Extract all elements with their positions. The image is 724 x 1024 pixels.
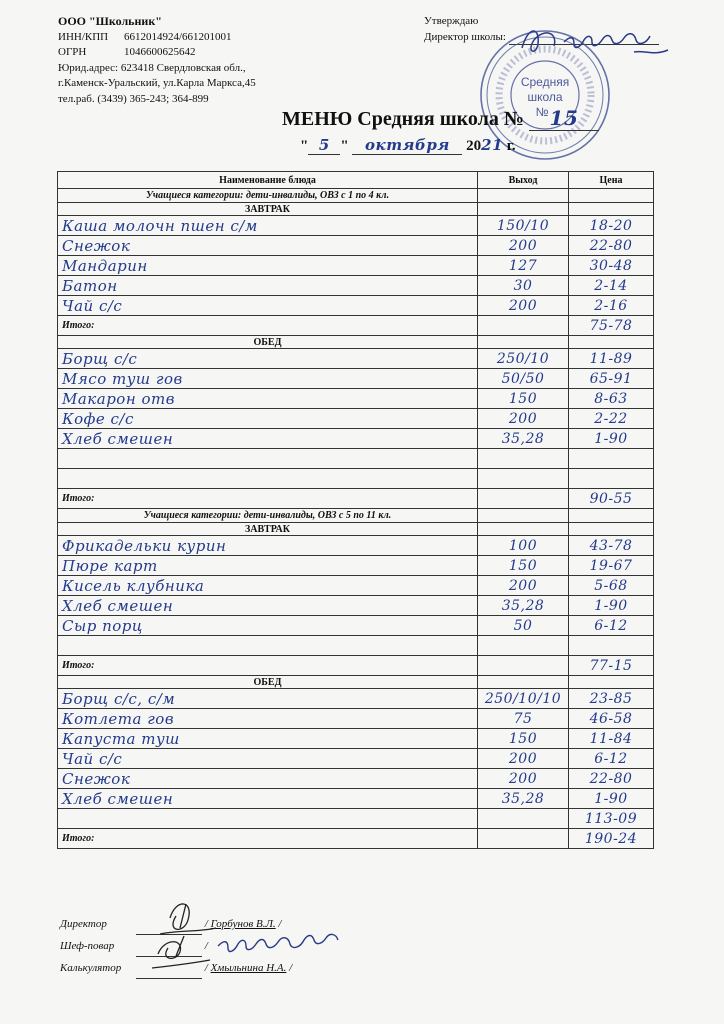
total-label: Итого: bbox=[58, 316, 478, 336]
dish-name: Хлеб смешен bbox=[58, 789, 478, 809]
dish-price: 1-90 bbox=[569, 789, 654, 809]
dish-price: 43-78 bbox=[569, 536, 654, 556]
menu-item-row bbox=[58, 349, 654, 369]
total-row bbox=[58, 656, 654, 676]
signatures-footer: Директор / Горбунов В.Л. / Шеф-повар / Калькулятор / Хмыльнина Н.А. / bbox=[60, 913, 292, 979]
dish-name: Хлеб смешен bbox=[58, 596, 478, 616]
dish-price: 2-14 bbox=[569, 276, 654, 296]
dish-name: Хлеб смешен bbox=[58, 429, 478, 449]
stamp-line-3: № bbox=[535, 105, 549, 119]
dish-output: 250/10 bbox=[478, 349, 569, 369]
dish-price: 6-12 bbox=[569, 749, 654, 769]
menu-item-row bbox=[58, 729, 654, 749]
dish-output: 200 bbox=[478, 576, 569, 596]
dish-output: 200 bbox=[478, 769, 569, 789]
menu-item-row bbox=[58, 576, 654, 596]
category-label: Учащиеся категории: дети-инвалиды, ОВЗ с 5 по 11 кл. bbox=[58, 509, 478, 523]
menu-item-row bbox=[58, 256, 654, 276]
extra-row bbox=[58, 809, 654, 829]
dish-price: 22-80 bbox=[569, 236, 654, 256]
dish-output: 30 bbox=[478, 276, 569, 296]
menu-item-row bbox=[58, 616, 654, 636]
menu-item-row bbox=[58, 709, 654, 729]
blank-row bbox=[58, 636, 654, 656]
dish-name: Борщ с/с, с/м bbox=[58, 689, 478, 709]
footer-calc-name: Хмыльнина Н.А. bbox=[210, 962, 287, 974]
dish-price: 5-68 bbox=[569, 576, 654, 596]
dish-name: Котлета гов bbox=[58, 709, 478, 729]
dish-output: 50/50 bbox=[478, 369, 569, 389]
dish-output: 150 bbox=[478, 389, 569, 409]
dish-name: Кисель клубника bbox=[58, 576, 478, 596]
dish-price: 19-67 bbox=[569, 556, 654, 576]
menu-item-row bbox=[58, 236, 654, 256]
date-year-suffix: 21 bbox=[481, 136, 504, 154]
dish-output: 150/10 bbox=[478, 216, 569, 236]
total-value: 190-24 bbox=[569, 829, 654, 849]
dish-name: Чай с/с bbox=[58, 749, 478, 769]
ogrn-label: ОГРН bbox=[58, 46, 87, 58]
menu-item-row bbox=[58, 296, 654, 316]
dish-price: 2-16 bbox=[569, 296, 654, 316]
meal-title: ОБЕД bbox=[58, 676, 478, 689]
dish-output: 200 bbox=[478, 749, 569, 769]
stamp-line-2: школа bbox=[527, 90, 563, 104]
blank-row bbox=[58, 449, 654, 469]
total-label: Итого: bbox=[58, 489, 478, 509]
dish-price: 11-84 bbox=[569, 729, 654, 749]
dish-output: 75 bbox=[478, 709, 569, 729]
dish-name: Сыр порц bbox=[58, 616, 478, 636]
menu-item-row bbox=[58, 789, 654, 809]
total-value: 90-55 bbox=[569, 489, 654, 509]
dish-price: 22-80 bbox=[569, 769, 654, 789]
dish-output: 35,28 bbox=[478, 429, 569, 449]
date-quote-open: " bbox=[300, 138, 309, 154]
date-day: 5 bbox=[308, 136, 340, 155]
category-row bbox=[58, 509, 654, 523]
footer-calc-label: Калькулятор bbox=[60, 962, 122, 974]
dish-price: 6-12 bbox=[569, 616, 654, 636]
page-title bbox=[282, 106, 599, 131]
phone: тел.раб. (3439) 365-243; 364-899 bbox=[58, 92, 209, 105]
dish-output: 200 bbox=[478, 409, 569, 429]
menu-item-row bbox=[58, 216, 654, 236]
dish-name: Каша молочн пшен с/м bbox=[58, 216, 478, 236]
approve-text: Утверждаю bbox=[424, 15, 479, 27]
menu-item-row bbox=[58, 536, 654, 556]
total-row bbox=[58, 489, 654, 509]
inn-label: ИНН/КПП bbox=[58, 30, 109, 43]
meal-title: ЗАВТРАК bbox=[58, 523, 478, 536]
footer-signatures bbox=[140, 898, 390, 978]
dish-name: Пюре карт bbox=[58, 556, 478, 576]
address-line-1: Юрид.адрес: 623418 Свердловская обл., bbox=[58, 61, 246, 74]
dish-output: 100 bbox=[478, 536, 569, 556]
dish-price: 46-58 bbox=[569, 709, 654, 729]
category-label: Учащиеся категории: дети-инвалиды, ОВЗ с 1 по 4 кл. bbox=[58, 189, 478, 203]
meal-title: ЗАВТРАК bbox=[58, 203, 478, 216]
meal-row bbox=[58, 676, 654, 689]
menu-date bbox=[300, 136, 516, 155]
section1-lunch bbox=[58, 349, 654, 449]
ogrn-value: 1046600625642 bbox=[124, 46, 196, 58]
dish-name: Фрикадельки курин bbox=[58, 536, 478, 556]
menu-item-row bbox=[58, 749, 654, 769]
date-year-prefix: 20 bbox=[466, 138, 482, 154]
dish-price: 1-90 bbox=[569, 596, 654, 616]
header-dish: Наименование блюда bbox=[58, 172, 478, 189]
dish-name: Снежок bbox=[58, 769, 478, 789]
footer-chef-label: Шеф-повар bbox=[60, 940, 115, 952]
school-number: 15 bbox=[529, 106, 599, 131]
dish-name: Капуста туш bbox=[58, 729, 478, 749]
total-row bbox=[58, 829, 654, 849]
section1-breakfast bbox=[58, 216, 654, 316]
total-label: Итого: bbox=[58, 829, 478, 849]
dish-price: 65-91 bbox=[569, 369, 654, 389]
section2-breakfast bbox=[58, 536, 654, 636]
total-label: Итого: bbox=[58, 656, 478, 676]
section2-lunch bbox=[58, 689, 654, 809]
footer-director-name: Горбунов В.Л. bbox=[210, 918, 276, 930]
date-quote-close: " bbox=[340, 138, 349, 154]
dish-name: Макарон отв bbox=[58, 389, 478, 409]
dish-output: 35,28 bbox=[478, 789, 569, 809]
menu-item-row bbox=[58, 389, 654, 409]
dish-price: 11-89 bbox=[569, 349, 654, 369]
footer-director-label: Директор bbox=[60, 918, 107, 930]
menu-item-row bbox=[58, 596, 654, 616]
dish-price: 18-20 bbox=[569, 216, 654, 236]
dish-output: 127 bbox=[478, 256, 569, 276]
menu-item-row bbox=[58, 769, 654, 789]
menu-table bbox=[57, 171, 654, 849]
dish-output: 50 bbox=[478, 616, 569, 636]
dish-price: 23-85 bbox=[569, 689, 654, 709]
extra-value: 113-09 bbox=[569, 809, 654, 829]
director-label: Директор школы: bbox=[424, 30, 506, 43]
total-value: 75-78 bbox=[569, 316, 654, 336]
menu-item-row bbox=[58, 556, 654, 576]
dish-name: Чай с/с bbox=[58, 296, 478, 316]
category-row bbox=[58, 189, 654, 203]
dish-name: Борщ с/с bbox=[58, 349, 478, 369]
menu-item-row bbox=[58, 369, 654, 389]
total-row bbox=[58, 316, 654, 336]
company-name: ООО "Школьник" bbox=[58, 14, 162, 28]
total-value: 77-15 bbox=[569, 656, 654, 676]
dish-output: 35,28 bbox=[478, 596, 569, 616]
dish-output: 200 bbox=[478, 296, 569, 316]
dish-output: 250/10/10 bbox=[478, 689, 569, 709]
title-text: МЕНЮ Средняя школа № bbox=[282, 108, 524, 130]
meal-title: ОБЕД bbox=[58, 336, 478, 349]
menu-item-row bbox=[58, 276, 654, 296]
dish-name: Снежок bbox=[58, 236, 478, 256]
meal-row bbox=[58, 203, 654, 216]
date-month: октября bbox=[352, 136, 462, 155]
dish-price: 30-48 bbox=[569, 256, 654, 276]
dish-output: 150 bbox=[478, 556, 569, 576]
date-year-tail: г. bbox=[506, 138, 516, 154]
dish-output: 150 bbox=[478, 729, 569, 749]
menu-item-row bbox=[58, 409, 654, 429]
dish-name: Мандарин bbox=[58, 256, 478, 276]
dish-name: Мясо туш гов bbox=[58, 369, 478, 389]
header-price: Цена bbox=[569, 172, 654, 189]
dish-price: 1-90 bbox=[569, 429, 654, 449]
address-line-2: г.Каменск-Уральский, ул.Карла Маркса,45 bbox=[58, 77, 256, 89]
stamp-line-1: Средняя bbox=[520, 75, 570, 89]
blank-row bbox=[58, 469, 654, 489]
header-output: Выход bbox=[478, 172, 569, 189]
meal-row bbox=[58, 336, 654, 349]
table-header-row bbox=[58, 172, 654, 189]
dish-name: Батон bbox=[58, 276, 478, 296]
director-signature bbox=[514, 22, 694, 62]
company-details bbox=[58, 14, 256, 107]
dish-output: 200 bbox=[478, 236, 569, 256]
meal-row bbox=[58, 523, 654, 536]
menu-item-row bbox=[58, 429, 654, 449]
dish-price: 8-63 bbox=[569, 389, 654, 409]
dish-price: 2-22 bbox=[569, 409, 654, 429]
inn-value: 6612014924/661201001 bbox=[124, 30, 232, 43]
menu-item-row bbox=[58, 689, 654, 709]
dish-name: Кофе с/с bbox=[58, 409, 478, 429]
